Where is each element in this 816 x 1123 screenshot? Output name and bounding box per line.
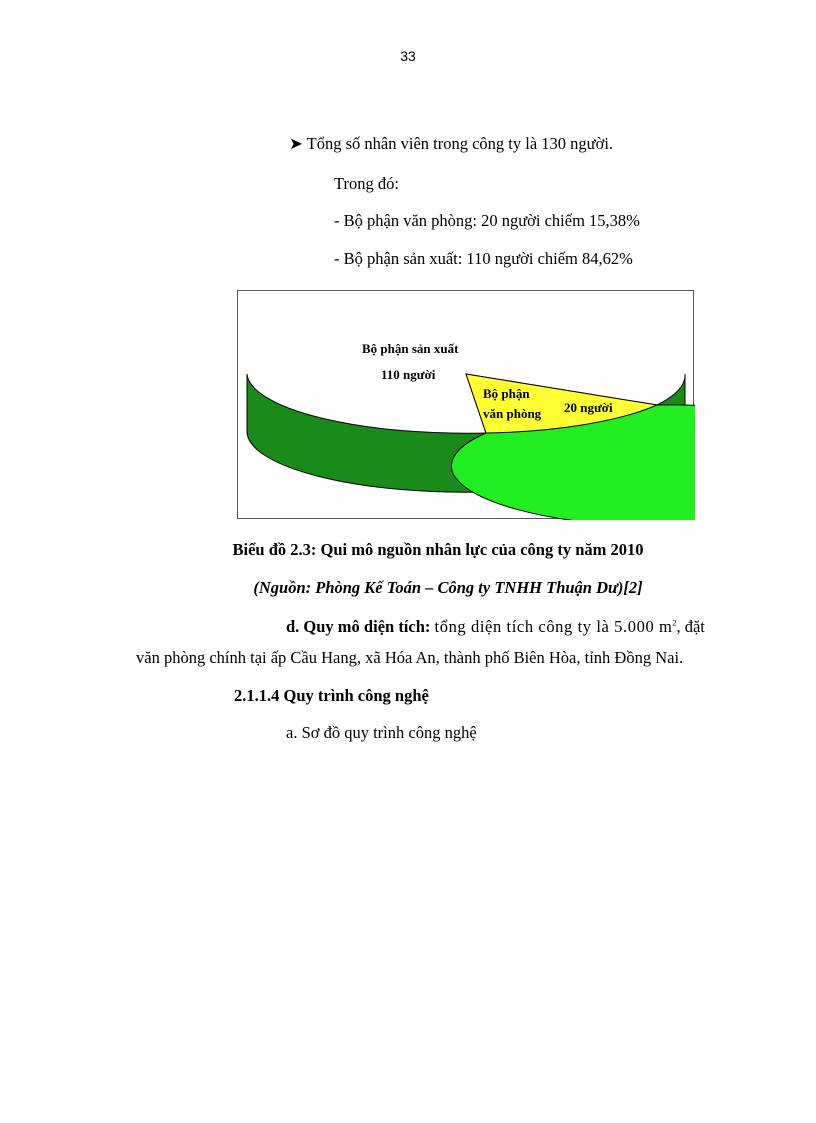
area-paragraph-line1 [286,617,705,637]
area-text-1: tổng diện tích công ty là 5.000 m [434,617,673,636]
summary-intro: Trong đó: [334,174,399,193]
chart-caption-title: Biểu đồ 2.3: Qui mô nguồn nhân lực của công ty năm 2010 [232,540,644,559]
area-heading: d. Quy mô diện tích: [286,617,431,636]
page-number: 33 [400,48,416,64]
office-slice-label-line2: văn phòng [483,406,542,421]
production-slice-value: 110 người [381,367,436,382]
area-text-2: , đặt [676,617,705,636]
office-slice-label-line1: Bộ phận [483,386,530,401]
summary-office-line: - Bộ phận văn phòng: 20 người chiếm 15,38% [334,211,640,230]
chart-caption-source: (Nguồn: Phòng Kế Toán – Công ty TNHH Thuận Dư)[2] [253,578,643,597]
office-slice-value: 20 người [564,400,613,415]
pie-chart [237,290,694,519]
production-slice-side [247,374,486,492]
production-slice-label: Bộ phận sản xuất [362,341,459,356]
area-superscript: 2 [672,618,677,628]
summary-production-line: - Bộ phận sản xuất: 110 người chiếm 84,62% [334,249,633,268]
summary-total-line: ➤ Tổng số nhân viên trong công ty là 130 người. [289,134,614,153]
section-heading: 2.1.1.4 Quy trình công nghệ [234,686,429,705]
pie-chart-graphic [238,291,695,520]
section-item: a. Sơ đồ quy trình công nghệ [286,723,477,742]
arrow-bullet-icon: ➤ [289,134,303,153]
area-paragraph-line2: văn phòng chính tại ấp Cầu Hang, xã Hóa An, thành phố Biên Hòa, tỉnh Đồng Nai. [136,648,684,667]
